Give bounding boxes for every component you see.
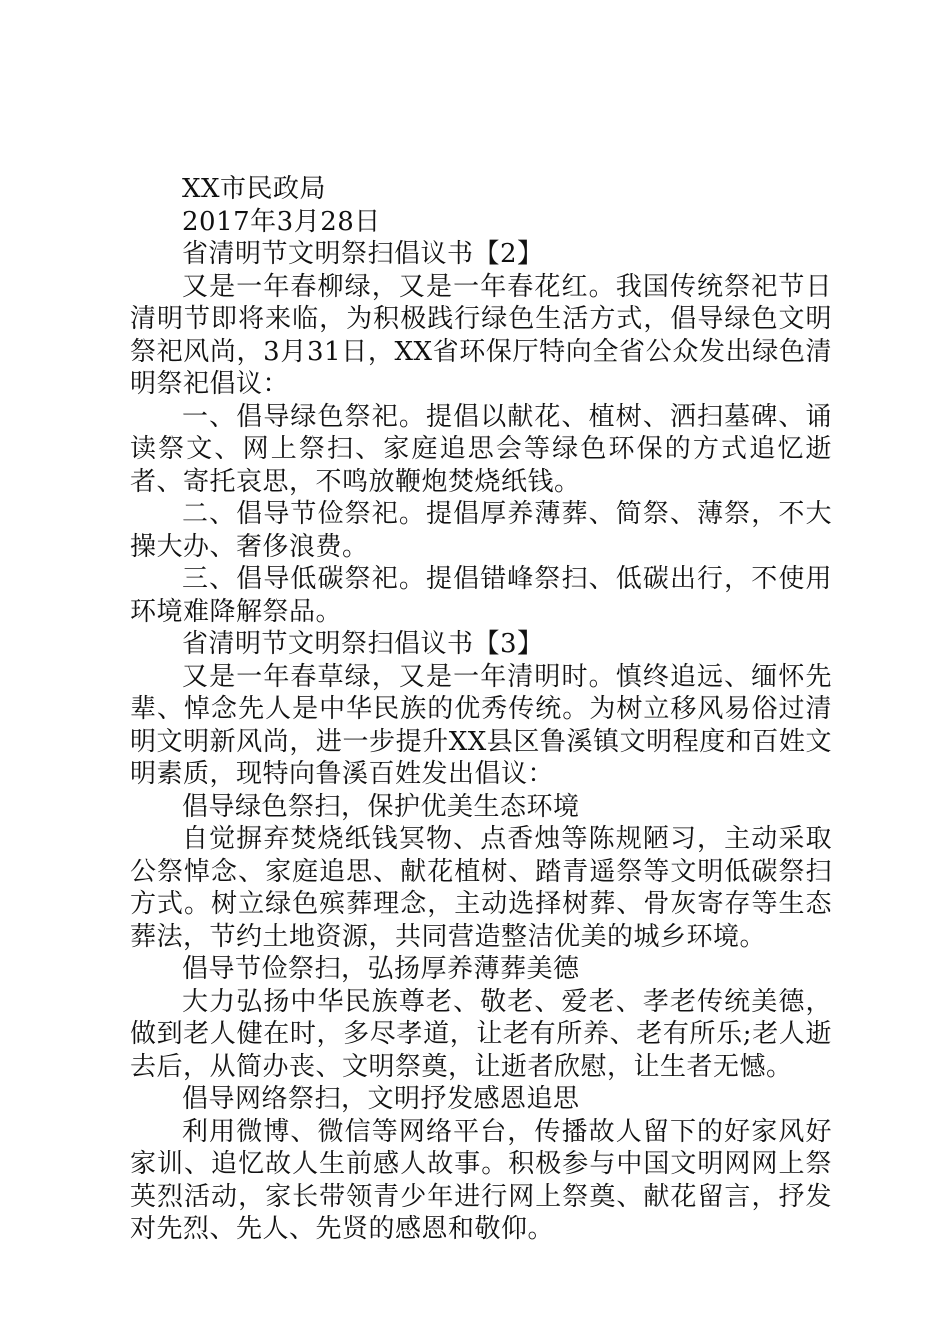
date-line: 2017年3月28日 [182,206,381,237]
paragraph-frugal: 大力弘扬中华民族尊老、敬老、爱老、孝老传统美德，做到老人健在时，多尽孝道，让老有所养、老有所乐;老人逝去后，从简办丧、文明祭奠，让逝者欣慰，让生者无憾。 [130,986,832,1082]
subheading-green: 倡导绿色祭扫，保护优美生态环境 [182,791,580,822]
subheading-frugal: 倡导节俭祭扫，弘扬厚养薄葬美德 [182,954,580,984]
paragraph-item-2: 二、倡导节俭祭祀。提倡厚养薄葬、简祭、薄祭，不大操大办、奢侈浪费。 [130,499,832,562]
issuer-line: XX市民政局 [182,174,327,204]
section-title-2: 省清明节文明祭扫倡议书【2】 [182,239,544,269]
subheading-online: 倡导网络祭扫，文明抒发感恩追思 [182,1084,580,1114]
paragraph-intro-3: 又是一年春草绿，又是一年清明时。慎终追远、缅怀先辈、悼念先人是中华民族的优秀传统。为树立移风易俗过清明文明新风尚，进一步提升XX县区鲁溪镇文明程度和百姓文明素质，现特向鲁溪百姓发出倡议： [130,661,832,789]
section-title-3: 省清明节文明祭扫倡议书【3】 [182,629,544,659]
paragraph-item-3: 三、倡导低碳祭祀。提倡错峰祭扫、低碳出行，不使用环境难降解祭品。 [130,564,832,627]
paragraph-green: 自觉摒弃焚烧纸钱冥物、点香烛等陈规陋习，主动采取公祭悼念、家庭追思、献花植树、踏青遥祭等文明低碳祭扫方式。树立绿色殡葬理念，主动选择树葬、骨灰寄存等生态葬法，节约土地资源，共同营造整洁优美的城乡环境。 [130,824,832,952]
paragraph-item-1: 一、倡导绿色祭祀。提倡以献花、植树、洒扫墓碑、诵读祭文、网上祭扫、家庭追思会等绿色环保的方式追忆逝者、寄托哀思，不鸣放鞭炮焚烧纸钱。 [130,401,832,497]
paragraph-intro-2: 又是一年春柳绿，又是一年春花红。我国传统祭祀节日清明节即将来临，为积极践行绿色生活方式，倡导绿色文明祭祀风尚，3月31日，XX省环保厅特向全省公众发出绿色清明祭祀倡议： [130,271,832,399]
document-body [130,173,832,1246]
paragraph-online: 利用微博、微信等网络平台，传播故人留下的好家风好家训、追忆故人生前感人故事。积极参与中国文明网网上祭英烈活动，家长带领青少年进行网上祭奠、献花留言，抒发对先烈、先人、先贤的感恩和敬仰。 [130,1116,832,1244]
